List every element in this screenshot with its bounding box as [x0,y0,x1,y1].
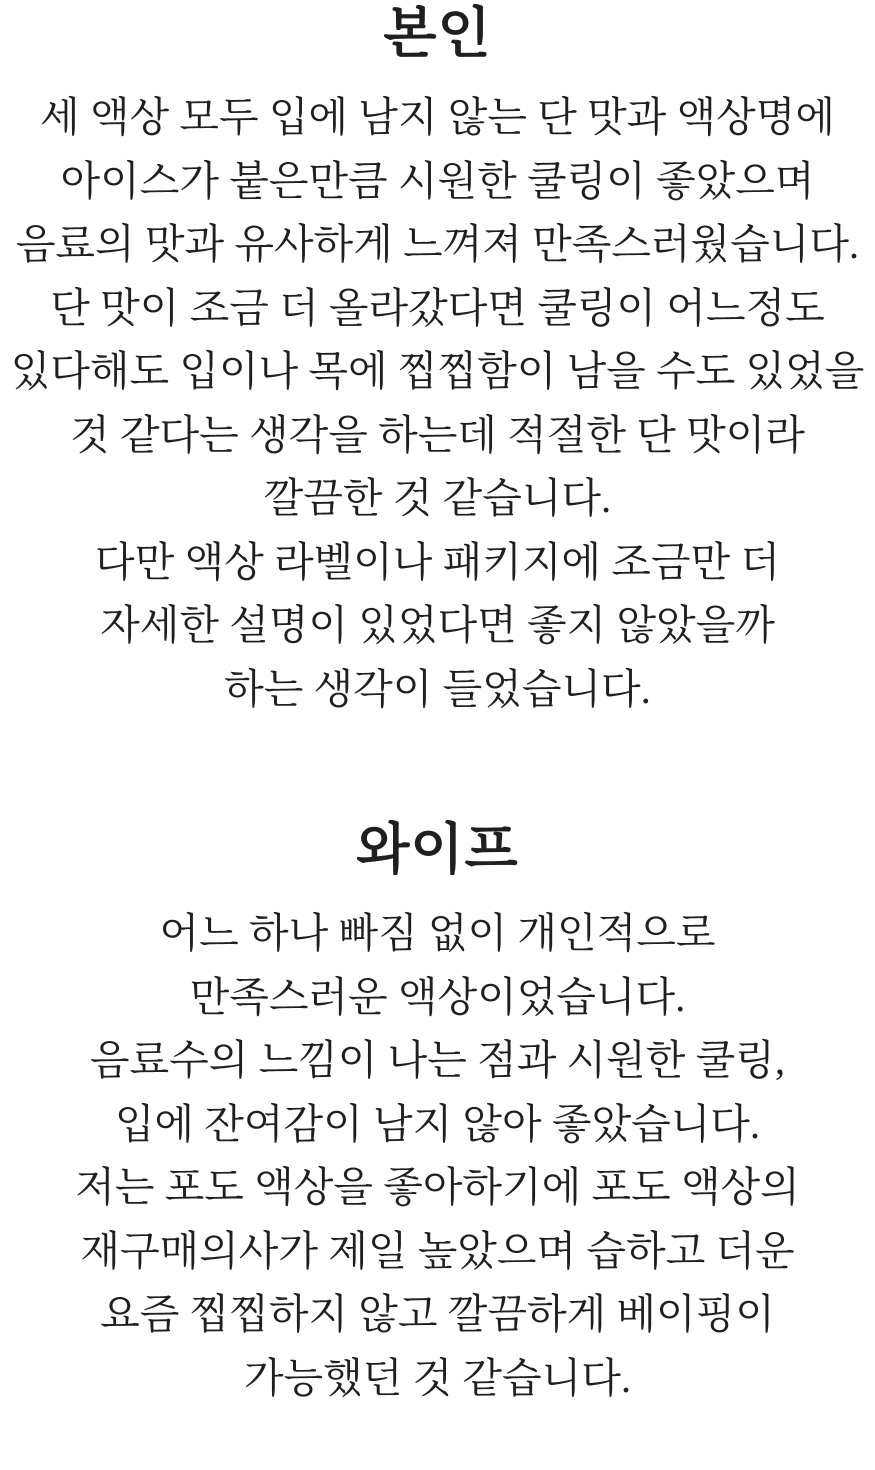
section-wife [0,818,875,1410]
section-self-body [0,86,875,721]
review-line: 요즘 찝찝하지 않고 깔끔하게 베이핑이 [100,1291,775,1337]
section-heading-wife: 와이프 [356,818,519,880]
review-line: 가능했던 것 같습니다. [243,1354,632,1401]
review-line: 입에 잔여감이 남지 않아 좋았습니다. [114,1100,761,1147]
review-line: 있다해도 입이나 목에 찝찝함이 남을 수도 있었을 [10,348,865,394]
review-line: 하는 생각이 들었습니다. [224,665,651,712]
review-line: 세 액상 모두 입에 남지 않는 단 맛과 액상명에 [40,94,835,140]
review-line: 다만 액상 라벨이나 패키지에 조금만 더 [95,538,780,585]
review-line: 자세한 설명이 있었다면 좋지 않았을까 [100,602,775,648]
section-self [0,2,875,721]
review-line: 어느 하나 빠짐 없이 개인적으로 [159,910,716,956]
review-line: 재구매의사가 제일 높았으며 습하고 더운 [80,1227,795,1274]
review-line: 깔끔한 것 같습니다. [263,475,612,521]
review-line: 단 맛이 조금 더 올라갔다면 쿨링이 어느정도 [50,284,825,331]
review-line: 음료의 맛과 유사하게 느껴져 만족스러웠습니다. [15,221,860,267]
review-line: 음료수의 느낌이 나는 점과 시원한 쿨링, [89,1037,786,1083]
review-line: 것 같다는 생각을 하는데 적절한 단 맛이라 [70,411,805,458]
section-heading-self: 본인 [383,2,492,64]
review-line: 저는 포도 액상을 좋아하기에 포도 액상의 [75,1164,800,1210]
review-line: 아이스가 붙은만큼 시원한 쿨링이 좋았으며 [60,157,815,204]
review-line: 만족스러운 액상이었습니다. [189,973,686,1020]
section-wife-body [0,902,875,1410]
